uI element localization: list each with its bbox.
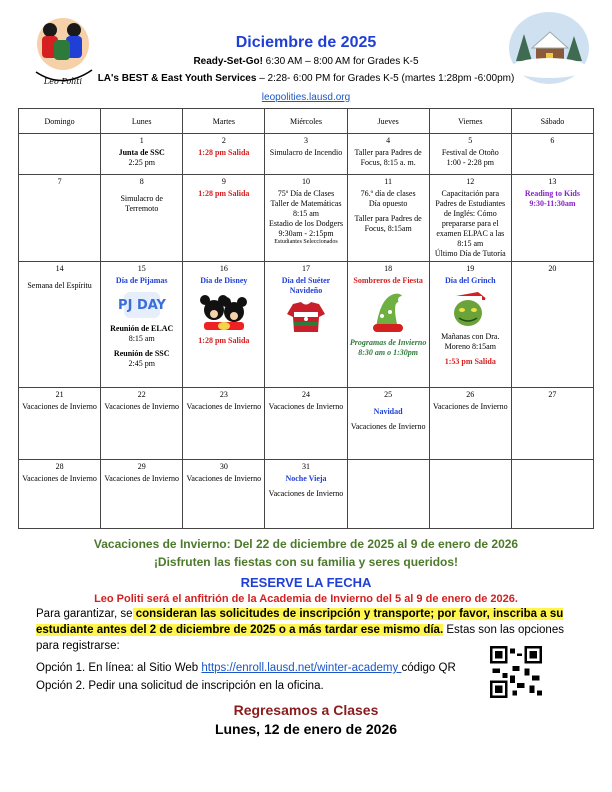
day-number: 12 [466, 177, 475, 186]
event-disney-day: Día de Disney [200, 276, 248, 285]
event-elpac-training: Capacitación para Padres de Estudiantes de Inglés: Cómo prepararse para el examen ELPAC a las 8:15 am [435, 189, 506, 248]
option-1-online [36, 662, 456, 674]
day-number: 13 [548, 177, 557, 186]
las-best-line [0, 73, 612, 84]
day-cell-5 [429, 134, 511, 175]
weekday-mon: Lunes [101, 109, 183, 134]
day-cell-26 [429, 388, 511, 460]
event-76th-day: 76.º día de clases [360, 189, 416, 198]
event-time: 9:30-11:30am [529, 199, 576, 208]
ready-set-go-line [0, 56, 612, 67]
day-cell-8 [101, 175, 183, 262]
day-cell-31 [265, 460, 347, 529]
calendar-table [18, 108, 594, 529]
santa-hat-image [368, 290, 408, 334]
pj-day-image [117, 290, 166, 320]
day-number: 29 [137, 462, 146, 471]
event-time: 2:45 pm [128, 359, 155, 368]
day-cell-16 [183, 262, 265, 388]
registration-options-intro: Estas son las opciones para registrarse: [36, 624, 564, 652]
day-cell-20 [511, 262, 593, 388]
option-1-qr-text: código QR [401, 662, 456, 674]
event-parent-workshop: Taller para Padres de Focus, 8:15 a. m. [354, 148, 422, 167]
calendar-week-1 [19, 134, 594, 175]
day-number: 27 [548, 390, 557, 399]
pj-day-badge-text: PJ DAY [117, 298, 166, 313]
ready-set-go-text: 6:30 AM – 8:00 AM for Grades K-5 [262, 56, 419, 67]
day-cell-13 [511, 175, 593, 262]
day-number: 3 [303, 136, 308, 145]
day-cell-23 [183, 388, 265, 460]
day-number: 22 [137, 390, 146, 399]
event-winter-break: Vacaciones de Invierno [432, 402, 508, 411]
day-cell-15 [101, 262, 183, 388]
day-number: 8 [139, 177, 144, 186]
event-winter-break: Vacaciones de Invierno [186, 474, 262, 483]
event-early-dismissal: 1:53 pm Salida [444, 357, 496, 366]
day-cell-empty [347, 460, 429, 529]
day-number: 18 [384, 264, 393, 273]
event-last-tutoring: Último Día de Tutoría [434, 249, 506, 258]
event-winter-break: Vacaciones de Invierno [22, 402, 97, 411]
back-to-school-date: Lunes, 12 de enero de 2026 [214, 721, 398, 737]
day-number: 25 [384, 390, 393, 399]
weekday-thu: Jueves [347, 109, 429, 134]
calendar-week-4 [19, 388, 594, 460]
event-time: 8:15 am [128, 334, 155, 343]
disney-characters-image [196, 290, 252, 332]
registration-intro: Para garantizar, se [36, 608, 133, 620]
svg-text:Leo Politi: Leo Politi [43, 77, 83, 86]
holiday-greeting: ¡Disfruten las fiestas con su familia y seres queridos! [153, 555, 459, 569]
day-cell-12 [429, 175, 511, 262]
day-cell-2 [183, 134, 265, 175]
weekday-header-row [19, 109, 594, 134]
page-title: Diciembre de 2025 [235, 34, 377, 51]
back-to-school-heading: Regresamos a Clases [233, 702, 379, 718]
day-cell-empty [429, 460, 511, 529]
event-early-dismissal: 1:28 pm Salida [198, 336, 250, 345]
day-number: 16 [219, 264, 228, 273]
event-spirit-week: Semana del Espíritu [27, 281, 92, 290]
event-new-years-eve: Noche Vieja [285, 474, 327, 483]
day-number: 6 [550, 136, 555, 145]
event-winter-break: Vacaciones de Invierno [268, 402, 344, 411]
day-cell-7 [19, 175, 101, 262]
day-cell-1 [101, 134, 183, 175]
grinch-image [448, 290, 492, 328]
event-time: 2:25 pm [128, 158, 155, 167]
las-best-text: – 2:28- 6:00 PM for Grades K-5 (martes 1:28pm -6:00pm) [256, 73, 515, 84]
event-early-dismissal: 1:28 pm Salida [198, 189, 250, 198]
event-opposite-day: Día opuesto [368, 199, 408, 208]
weekday-sat: Sábado [511, 109, 593, 134]
winter-academy-link[interactable]: https://enroll.lausd.net/winter-academy [201, 662, 402, 674]
day-cell-24 [265, 388, 347, 460]
day-number: 5 [468, 136, 473, 145]
save-the-date-heading: RESERVE LA FECHA [240, 575, 372, 590]
event-christmas: Navidad [373, 407, 403, 416]
weekday-fri: Viernes [429, 109, 511, 134]
event-ugly-sweater-day: Día del Suéter Navideño [281, 276, 331, 295]
sweater-image [285, 300, 327, 334]
day-cell-empty [19, 134, 101, 175]
event-75th-day: 75º Día de Clases [277, 189, 335, 198]
day-number: 26 [466, 390, 475, 399]
day-cell-3 [265, 134, 347, 175]
day-cell-10 [265, 175, 347, 262]
day-cell-6 [511, 134, 593, 175]
weekday-sun: Domingo [19, 109, 101, 134]
event-reading-to-kids: Reading to Kids [524, 189, 580, 198]
day-number: 24 [301, 390, 310, 399]
day-number: 7 [57, 177, 62, 186]
event-pajama-day: Día de Pijamas [115, 276, 168, 285]
day-cell-17 [265, 262, 347, 388]
event-earthquake-drill: Simulacro de Terremoto [120, 194, 163, 213]
weekday-tue: Martes [183, 109, 265, 134]
day-cell-19 [429, 262, 511, 388]
day-cell-4 [347, 134, 429, 175]
option-2-office: Opción 2. Pedir una solicitud de inscripción en la oficina. [36, 680, 324, 692]
event-selected-students: Estudiantes Seleccionados [274, 239, 338, 245]
day-cell-11 [347, 175, 429, 262]
event-winter-break: Vacaciones de Invierno [22, 474, 97, 483]
qr-code-icon[interactable] [490, 646, 542, 698]
event-winter-break: Vacaciones de Invierno [350, 422, 426, 431]
event-grinch-day: Día del Grinch [444, 276, 496, 285]
event-winter-break: Vacaciones de Invierno [186, 402, 262, 411]
day-number: 21 [55, 390, 64, 399]
day-number: 2 [221, 136, 226, 145]
day-number: 15 [137, 264, 146, 273]
las-best-label: LA's BEST & East Youth Services [97, 73, 257, 84]
winter-break-dates: Vacaciones de Invierno: Del 22 de diciembre de 2025 al 9 de enero de 2026 [93, 537, 519, 551]
event-party-hats: Sombreros de Fiesta [353, 276, 423, 285]
calendar-week-3 [19, 262, 594, 388]
day-number: 30 [219, 462, 228, 471]
day-cell-21 [19, 388, 101, 460]
calendar-week-5 [19, 460, 594, 529]
day-number: 17 [301, 264, 310, 273]
event-winter-break: Vacaciones de Invierno [104, 474, 180, 483]
day-number: 9 [221, 177, 226, 186]
event-winter-break: Vacaciones de Invierno [268, 489, 344, 498]
registration-deadline: consideran las solicitudes de inscripción y transporte; por favor, inscriba a su estudiante antes del 2 de diciembre de 2025 o a más tardar ese mismo día. [36, 608, 564, 636]
event-fall-festival: Festival de Otoño [441, 148, 499, 157]
day-number: 14 [55, 264, 64, 273]
event-early-dismissal: 1:28 pm Salida [198, 148, 250, 157]
day-cell-empty [511, 460, 593, 529]
day-cell-22 [101, 388, 183, 460]
ready-set-go-label: Ready-Set-Go! [193, 56, 263, 67]
day-number: 1 [139, 136, 144, 145]
day-cell-27 [511, 388, 593, 460]
event-fire-drill: Simulacro de Incendio [269, 148, 343, 157]
day-number: 19 [466, 264, 475, 273]
event-winter-programs: Programas de Invierno 8:30 am o 1:30pm [349, 338, 427, 357]
day-cell-25 [347, 388, 429, 460]
day-number: 11 [384, 177, 392, 186]
event-time: 1:00 - 2:28 pm [446, 158, 494, 167]
day-cell-28 [19, 460, 101, 529]
event-math-workshop: Taller de Matemáticas 8:15 am [270, 199, 342, 218]
day-number: 28 [55, 462, 64, 471]
calendar-week-2 [19, 175, 594, 262]
day-number: 23 [219, 390, 228, 399]
event-dodgers-stadium: Estadio de los Dodgers 9:30am - 2:15pm [268, 219, 343, 238]
day-cell-29 [101, 460, 183, 529]
day-cell-14 [19, 262, 101, 388]
day-number: 4 [386, 136, 391, 145]
event-ssc-meeting: Junta de SSC [118, 148, 165, 157]
event-ssc-meeting: Reunión de SSC [113, 349, 170, 358]
weekday-wed: Miércoles [265, 109, 347, 134]
day-number: 20 [548, 264, 557, 273]
day-number: 10 [301, 177, 310, 186]
winter-academy-host: Leo Politi será el anfitrión de la Academia de Invierno del 5 al 9 de enero de 2026. [94, 593, 518, 605]
day-cell-9 [183, 175, 265, 262]
website-link[interactable]: leopolities.lausd.org [261, 92, 351, 103]
day-number: 31 [301, 462, 310, 471]
event-parent-workshop: Taller para Padres de Focus, 8:15am [354, 214, 422, 233]
event-winter-break: Vacaciones de Invierno [104, 402, 180, 411]
event-mornings-with-dr-moreno: Mañanas con Dra. Moreno 8:15am [441, 332, 500, 351]
option-1-text: Opción 1. En línea: al Sitio Web [36, 662, 202, 674]
event-elac-meeting: Reunión de ELAC [110, 324, 174, 333]
day-cell-30 [183, 460, 265, 529]
day-cell-18 [347, 262, 429, 388]
